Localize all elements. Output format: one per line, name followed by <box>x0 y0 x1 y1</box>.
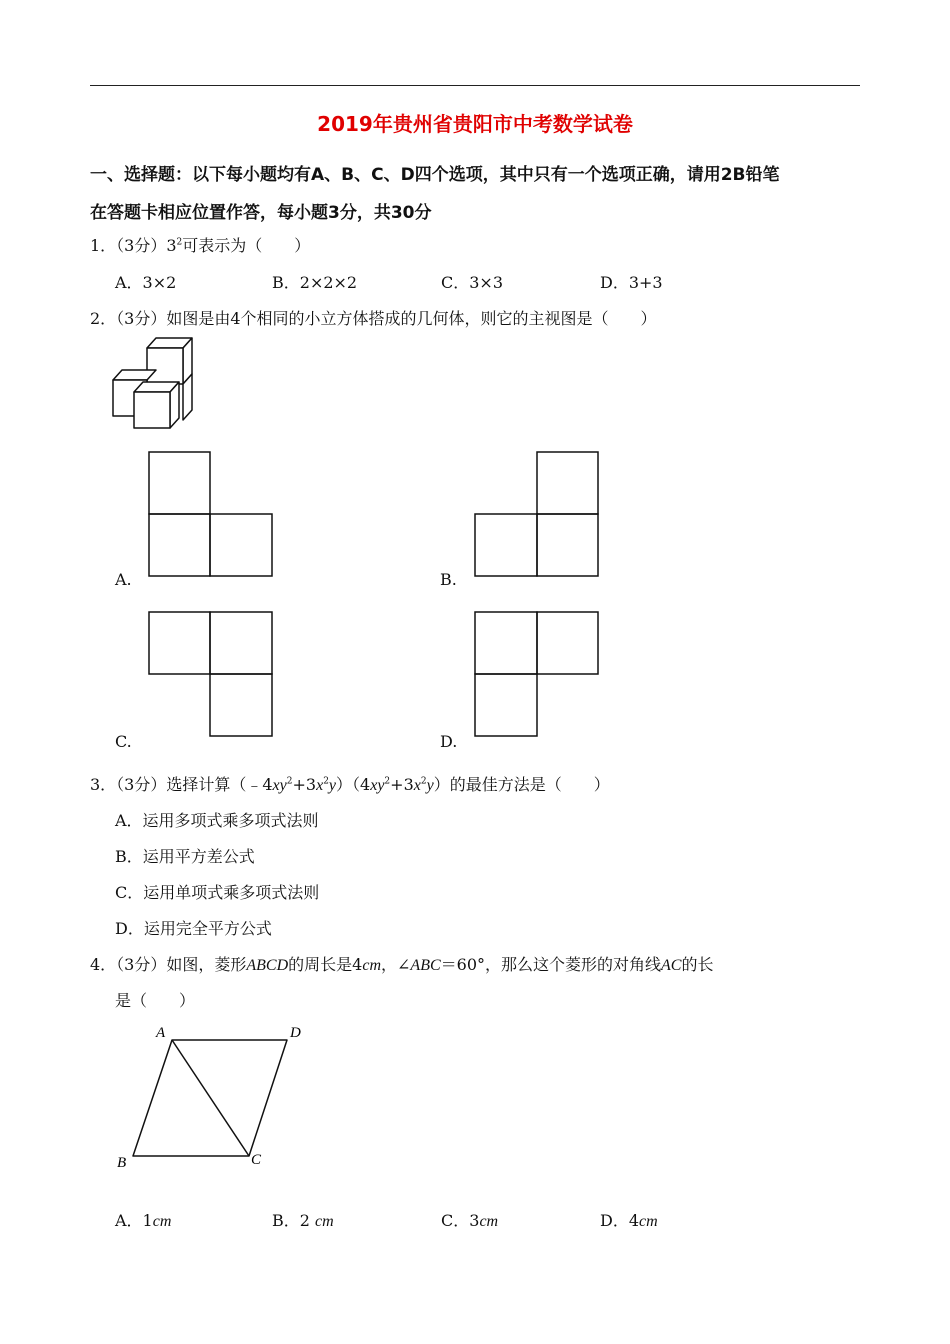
q4-text-4: ＝60°，那么这个菱形的对角线 <box>440 955 662 974</box>
section-heading-line2: 在答题卡相应位置作答，每小题3分，共30分 <box>90 203 432 223</box>
point-d-label: D <box>290 1025 301 1041</box>
q1-option-d[interactable]: D．3+3 <box>600 273 663 292</box>
q3-text-3: ）（4 <box>336 775 371 794</box>
q1-option-b[interactable]: B．2×2×2 <box>272 273 358 292</box>
q2-option-d[interactable]: D. <box>440 732 458 751</box>
q3-text-5: ）的最佳方法是（ ） <box>433 775 610 794</box>
q4-option-b[interactable] <box>272 1208 334 1231</box>
q2-option-c[interactable]: C. <box>115 732 132 751</box>
q1-option-a[interactable]: A．3×2 <box>115 273 177 292</box>
q4-option-d-text: D．4 <box>600 1211 640 1230</box>
q2-option-b[interactable]: B. <box>440 570 457 589</box>
question-1 <box>90 233 310 256</box>
top-rule <box>90 85 860 86</box>
q4-option-c-unit: cm <box>479 1213 499 1230</box>
q3-option-c[interactable]: C．运用单项式乘多项式法则 <box>115 883 320 902</box>
q1-exponent: 2 <box>176 237 183 248</box>
q4-text-3: ，∠ <box>381 955 411 974</box>
q4-option-a-text: A．1 <box>115 1211 153 1230</box>
q4-option-c[interactable] <box>441 1208 498 1231</box>
q3-option-b[interactable]: B．运用平方差公式 <box>115 847 255 866</box>
q1-option-c[interactable]: C．3×3 <box>441 273 504 292</box>
q3-text-4: +3 <box>390 775 414 794</box>
q4-option-b-unit: cm <box>315 1213 334 1230</box>
q3-option-d[interactable]: D．运用完全平方公式 <box>115 919 272 938</box>
q4-option-d[interactable] <box>600 1208 658 1231</box>
question-4 <box>90 952 713 975</box>
q3-text-2: +3 <box>292 775 317 794</box>
q3-var-xy: xy <box>272 777 287 794</box>
q3-var-x-2: x <box>413 777 421 794</box>
q3-exp-1: 2 <box>286 776 293 787</box>
q3-var-x: x <box>316 777 324 794</box>
q4-text-1: 4．（3分）如图，菱形 <box>90 955 247 974</box>
question-3 <box>90 772 610 795</box>
q4-option-a[interactable] <box>115 1208 171 1231</box>
q4-option-b-text: B．2 <box>272 1211 316 1230</box>
page-title: 2019年贵州省贵阳市中考数学试卷 <box>317 112 633 136</box>
q2-option-a[interactable]: A. <box>115 570 132 589</box>
q3-var-xy-2: xy <box>370 777 385 794</box>
q3-var-y: y <box>328 777 337 794</box>
q4-text-5: 的长 <box>681 955 714 974</box>
q1-suffix: 可表示为（ ） <box>182 236 311 255</box>
section-heading-line1: 一、选择题：以下每小题均有A、B、C、D四个选项，其中只有一个选项正确，请用2B铅笔 <box>90 165 780 185</box>
q4-angle-name: ABC <box>410 957 441 974</box>
q3-text-1: 3．（3分）选择计算（﹣4 <box>90 775 273 794</box>
q4-diagonal-name: AC <box>661 957 682 974</box>
q4-unit: cm <box>362 957 381 974</box>
q3-var-y-2: y <box>426 777 434 794</box>
q3-exp-4: 2 <box>420 776 427 787</box>
q4-option-d-unit: cm <box>639 1213 658 1230</box>
point-a-label: A <box>156 1025 166 1041</box>
q4-option-c-text: C．3 <box>441 1211 480 1230</box>
q4-text-2: 的周长是4 <box>288 955 363 974</box>
question-4-line2: 是（ ） <box>115 991 196 1010</box>
q3-exp-2: 2 <box>323 776 329 787</box>
point-b-label: B <box>117 1155 127 1171</box>
q3-exp-3: 2 <box>384 776 391 787</box>
q4-option-a-unit: cm <box>152 1213 172 1230</box>
q1-prefix: 1．（3分）3 <box>90 236 177 255</box>
q4-rhombus-name: ABCD <box>246 957 289 974</box>
question-2: 2．（3分）如图是由4个相同的小立方体搭成的几何体，则它的主视图是（ ） <box>90 309 657 328</box>
q3-option-a[interactable]: A．运用多项式乘多项式法则 <box>115 811 319 830</box>
point-c-label: C <box>251 1152 262 1168</box>
